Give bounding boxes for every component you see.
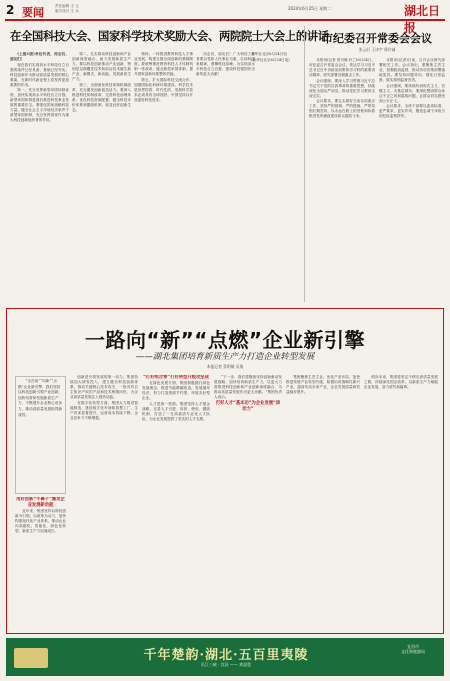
lead-para: 第三，全面深化科技体制机制改革，充分激发创新创造活力。要深入推进科技体制改革，完善科技治理体系，优化科技资源配置，健全科技评价体系和激励机制，营造良好创新生态。 [72, 82, 131, 112]
issue-date: 2024年6月25日 星期二 [288, 6, 332, 11]
section-name: 要闻 [22, 6, 44, 19]
lead-column-1 [10, 52, 69, 292]
right-para: 会议强调，要持续纠治形式主义、官僚主义，为基层减负；要深化整治群众身边不正之风和腐败问题，让群众切实感受到公平正义。 [379, 83, 445, 103]
right-article-byline: 张云衍 王诗宇 郑许诚 [358, 47, 396, 52]
feature-para: 创新是引领发展的第一动力。集团持续加大研发投入，建立健全科技创新体系，推动关键核心技术攻关，一批具有自主知识产权的产品和技术相继问世，为企业高质量发展注入强劲动能。 [70, 375, 138, 399]
right-para: 本报讯(记者 蔡可赋 叶兰)6月24日，市纪委召开常委会会议，传达学习习近平总书记在中央政治局集体学习时的重要讲话精神，研究部署近期重点工作。 [309, 58, 375, 77]
lead-para: 第一，充分发挥新型举国体制优势，加快实现高水平科技自立自强。新型举国体制是我们推进科技事业发展的重要法宝。要强化国家战略科技力量，健全社会主义市场经济条件下新型举国体制，充分发挥国家作为重大科技创新组织者的作用。 [10, 88, 69, 123]
editor-info: 责任编辑 王 元 版式设计 王 兵 [55, 4, 79, 13]
sidebar-text: “走在前”“向新”“点燃”企业新引擎，我们坚持以科技创新引领产业创新，加快培育和发展新质生产力，不断提升企业核心竞争力，推动高质量发展取得新成效。 [18, 379, 63, 417]
feature-subhead: 用好创新“牛鼻子”激发企业发展新动能 [16, 497, 65, 508]
lead-para: 第五，扩大国际科技交流合作，加强国际化科研环境建设。科学技术是世界性的、时代性的，发展科学技术必须具有全球视野。中国坚持以开放促进科技进步。 [134, 77, 193, 102]
header-rule [5, 19, 445, 21]
right-para: 会议要求，全体干部要以更高标准、更严要求、更实作风，锻造忠诚干净担当的纪检监察铁军。 [379, 104, 445, 119]
feature-byline: 本报记者 蔡明敏 吴倩 [206, 364, 244, 369]
right-para: 会议要求，要扎实做好当前各项重点工作，坚持严的基调、严的措施、严的氛围长期坚持，以永远在路上的坚韧和执着推进党风廉政建设和反腐败斗争。 [309, 99, 375, 119]
lead-continued: (新华社北京6月24日电) [251, 57, 290, 62]
right-article-column-1 [309, 58, 375, 302]
lead-column-2 [72, 52, 131, 292]
column-divider [304, 26, 305, 302]
feature-para: 在绿色发展方面，集团积极践行绿色发展理念，推进节能降碳改造，发展循环经济，努力打造资源节约型、环境友好型企业。 [142, 381, 210, 400]
ad-emblem-icon [14, 648, 48, 668]
feature-para: 人才是第一资源。集团坚持人才强企战略，完善人才引进、培养、使用、激励机制，打造了一支高素质专业化人才队伍，为企业发展提供了坚实的人才支撑。 [142, 401, 210, 421]
lead-para: 第二，扎实推动科技创新和产业创新深度融合，助力发展新质生产力。要以科技创新推动产业创新，特别是以颠覆性技术和前沿技术催生新产业、新模式、新动能，发展新质生产力。 [72, 52, 131, 81]
feature-subtitle: ——湖北集团培育新质生产力打造企业转型发展 [135, 352, 315, 362]
feature-para: 集团聚焦主责主业，优化产业布局，加快推进传统产业转型升级，积极培育战略性新兴产业，超前布局未来产业，企业发展质量和效益稳步提升。 [286, 375, 360, 394]
feature-subhead: “打好组合拳”打好转型升级攻坚战 [143, 375, 209, 380]
feature-column-5 [286, 375, 360, 629]
feature-subhead: 打好人才“基本功”为企业发展“添动力” [215, 400, 281, 412]
lead-headline: 在全国科技大会、国家科学技术奖励大会、两院院士大会上的讲话 [10, 30, 329, 43]
right-para: 会议强调，要深入学习贯彻习近平总书记关于党的自我革命的重要思想，持续深化全面从严治党，推动党纪学习教育走深走实。 [309, 78, 375, 98]
feature-column-3 [142, 375, 210, 629]
feature-column-6 [364, 375, 438, 629]
ad-subline: 长江三峡 · 宜昌 —— 欢迎您 [200, 662, 252, 667]
lead-column-3 [134, 52, 193, 292]
feature-column-4 [214, 375, 282, 629]
feature-para: 近年来，集团坚持以科技创新为引领，以改革为动力，加快构建现代化产业体系，推动企业向高端化、智能化、绿色化转型，新质生产力加速成长。 [15, 509, 66, 533]
lead-para: 第四，一体推进教育科技人才事业发展，构建支撑全面创新的基础制度。要统筹推进教育科技人才体制机制一体改革，健全新型举国体制，提升国家创新体系整体效能。 [134, 52, 193, 76]
feature-para: 在数字化转型方面，集团大力推进智能制造，建设数字化车间和智慧工厂，生产效率显著提升，运营成本持续下降，企业竞争力不断增强。 [70, 400, 138, 420]
page-number: 2 [6, 3, 15, 17]
feature-para: “下一步，我们将继续坚持创新驱动发展战略，加快培育新质生产力，以更大力度推进科技创新和产业创新深度融合，为推动高质量发展作出更大贡献。”集团负责人表示。 [214, 375, 282, 399]
feature-headline: 一路向“新”“点燃”企业新引擎 [84, 328, 366, 352]
newspaper-logo: 湖北日报 [404, 4, 441, 35]
lead-para: 同志们、朋友们！广大科技工作者要以党和人民事业为重，弘扬科学家精神，勇攀科技高峰，为实现高水平科技自立自强、建设科技强国作出新的更大贡献！ [196, 52, 255, 76]
ad-sponsor: 宜昌市 文化和旅游局 [401, 644, 425, 654]
right-para: 本报讯(记者)日前，召开会议研究部署相关工作。会议指出，要聚焦主责主业，加强政治监督，推动各项决策部署落地见效。要坚持问题导向，强化日常监督，做实做细监督首责。 [379, 58, 445, 82]
lead-para: 现在我们实现高水平科技自立自强的条件已经具备、基础已经夯实。科技创新作为推动高质量发展的核心要素，在新时代新征程上将发挥更加重要的作用。 [10, 62, 69, 87]
feature-column-1 [15, 497, 66, 629]
right-article-column-2 [379, 58, 445, 302]
ad-slogan: 千年楚韵·湖北·五百里夷陵 [143, 648, 309, 663]
lead-column-5 [244, 52, 300, 292]
feature-sidebar [15, 376, 66, 494]
feature-para: 面向未来，集团将坚定不移走高质量发展之路，持续深化国企改革，以新质生产力赋能企业发展，奋力谱写新篇章。 [364, 375, 438, 389]
lead-para: 新华社北京6月24日电 [251, 52, 287, 56]
lead-para: (上接1版)各位代表，同志们、朋友们！ [10, 52, 69, 61]
right-article-title: 市纪委召开常委会会议 [322, 32, 432, 45]
feature-column-2 [70, 375, 138, 629]
